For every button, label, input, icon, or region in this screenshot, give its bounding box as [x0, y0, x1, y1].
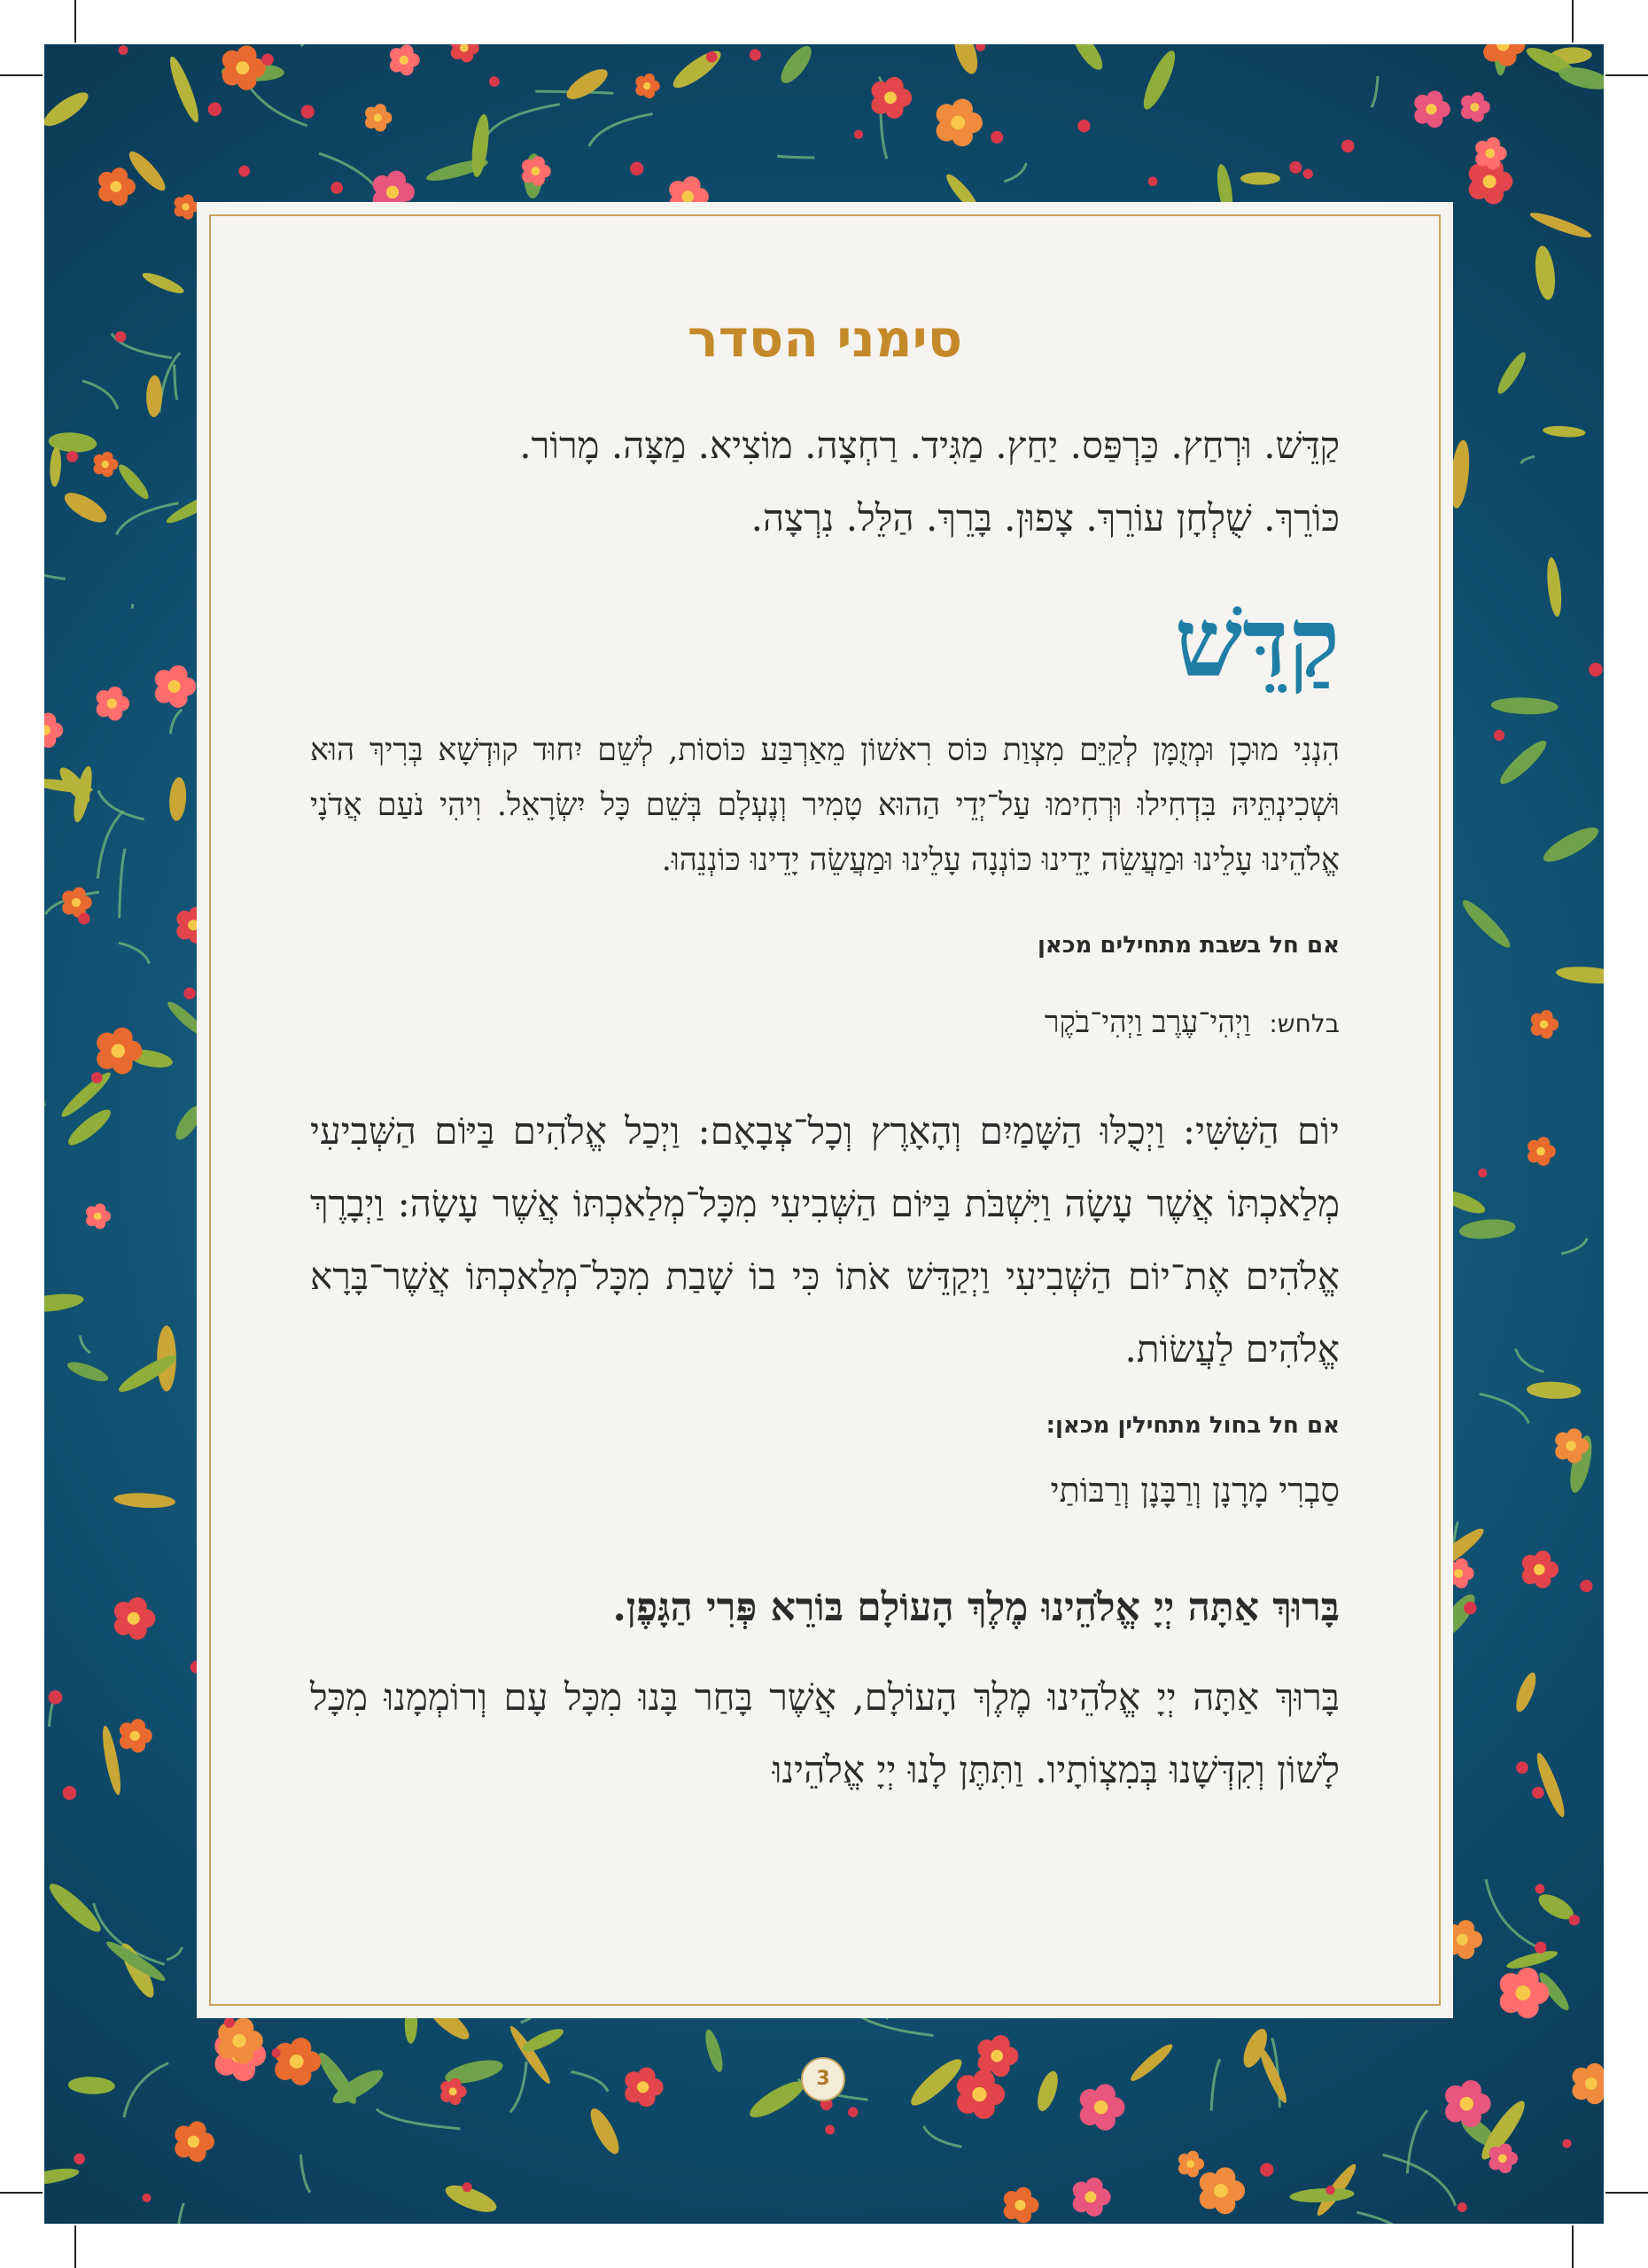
crop-mark — [74, 2225, 76, 2268]
order-line-1: קַדֵּשׁ. וּרְחַץ. כַּרְפַּס. יַחַץ. מַגִּיד. רַחְצָה. מוֹצִיא. מַצָּה. מָרוֹר. — [519, 423, 1340, 467]
crop-mark — [74, 0, 76, 43]
weekday-note: אם חל בחול מתחילין מכאן: — [1046, 1412, 1340, 1439]
shabbat-paragraph: יוֹם הַשִּׁשִּׁי: וַיְכֻלּוּ הַשָּׁמַיִם וְהָאָרֶץ וְכָל־צְבָאָם: וַיְכַל אֱלֹהִים בַּיּוֹם הַשְּׁבִיעִי מְלַאכְתּוֹ אֲשֶׁר עָשָׂה וַיִּשְׁבֹּת בַּיּוֹם הַשְּׁבִיעִי מִכָּל־מְלַאכְתּוֹ אֲשֶׁר עָשָׂה: וַיְבָרֶךְ אֱלֹהִים אֶת־יוֹם הַשְּׁבִיעִי וַיְקַדֵּשׁ אֹתוֹ כִּי בוֹ שָׁבַת מִכָּל־מְלַאכְתּוֹ אֲשֶׁר־בָּרָא אֱלֹהִים לַעֲשׂוֹת. — [310, 1109, 1340, 1371]
crop-mark — [1605, 74, 1648, 76]
whisper-line — [310, 1005, 1340, 1040]
savri-line: סַבְרִי מָרָנָן וְרַבָּנָן וְרַבּוֹתַי — [1050, 1471, 1340, 1510]
kadesh-title: קַדֵּשׁ — [1174, 587, 1340, 699]
crop-mark — [1605, 2192, 1648, 2194]
page-content — [310, 308, 1340, 1833]
crop-mark — [1572, 2225, 1574, 2268]
crop-mark — [1572, 0, 1574, 43]
intro-paragraph: הִנְנִי מוּכָן וּמְזֻמָּן לְקַיֵּם מִצְוַת כּוֹס רִאשׁוֹן מֵאַרְבַּע כּוֹסוֹת, לְשֵׁם יִחוּד קוּדְשָׁא בְּרִיךְ הוּא וּשְׁכִינְתֵּיהּ בִּדְחִילוּ וּרְחִימוּ עַל־יְדֵי הַהוּא טָמִיר וְנֶעְלָם בְּשֵׁם כָּל יִשְׂרָאֵל. וִיהִי נֹעַם אֲדֹנָי אֱלֹהֵינוּ עָלֵינוּ וּמַעֲשֵׂה יָדֵינוּ כּוֹנְנָה עָלֵינוּ וּמַעֲשֵׂה יָדֵינוּ כּוֹנְנֵהוּ. — [310, 733, 1340, 878]
page-number: 3 — [801, 2057, 845, 2101]
crop-mark — [0, 74, 43, 76]
whisper-text: וַיְהִי־עֶרֶב וַיְהִי־בֹקֶר — [1044, 1005, 1251, 1040]
whisper-label: בלחש: — [1269, 1009, 1340, 1038]
page-panel — [197, 202, 1453, 2018]
blessing-wine: בָּרוּךְ אַתָּה יְיָ אֱלֹהֵינוּ מֶלֶךְ הָעוֹלָם בּוֹרֵא פְּרִי הַגָּפֶן. — [612, 1585, 1340, 1630]
crop-mark — [0, 2192, 43, 2194]
section-title: סימני הסדר — [687, 308, 963, 369]
shabbat-note: אם חל בשבת מתחילים מכאן — [1038, 932, 1340, 959]
order-line-2: כּוֹרֵךְ. שֻׁלְחָן עוֹרֵךְ. צָפוּן. בָּרֵךְ. הַלֵּל. נִרְצָה. — [750, 496, 1340, 540]
blessing-paragraph: בָּרוּךְ אַתָּה יְיָ אֱלֹהֵינוּ מֶלֶךְ הָעוֹלָם, אֲשֶׁר בָּחַר בָּנוּ מִכָּל עָם וְרוֹמְמָנוּ מִכָּל לָשׁוֹן וְקִדְּשָׁנוּ בְּמִצְוֹתָיו. וַתִּתֶּן לָנוּ יְיָ אֱלֹהֵינוּ — [310, 1675, 1340, 1791]
